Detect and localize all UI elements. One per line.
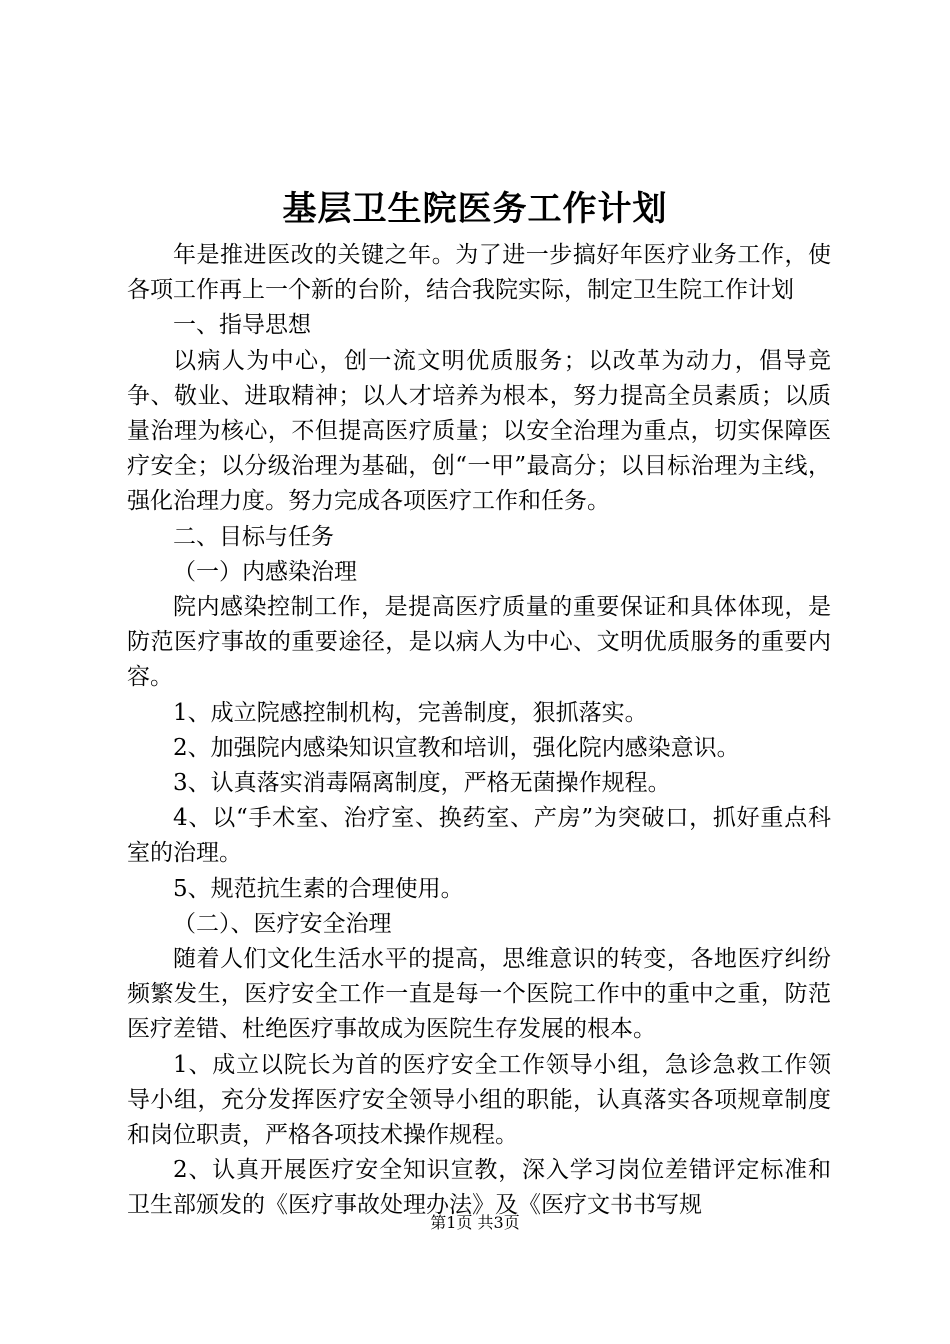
list-item: 1、成立以院长为首的医疗安全工作领导小组，急诊急救工作领导小组，充分发挥医疗安全领导小组的职能，认真落实各项规章制度和岗位职责，严格各项技术操作规程。	[127, 1051, 831, 1149]
page-footer: 第1页 共3页	[430, 1213, 520, 1232]
paragraph-medical-safety: 随着人们文化生活水平的提高，思维意识的转变，各地医疗纠纷频繁发生，医疗安全工作一直是每一个医院工作中的重中之重，防范医疗差错、杜绝医疗事故成为医院生存发展的根本。	[127, 946, 831, 1043]
list-item: 3、认真落实消毒隔离制度，严格无菌操作规程。	[173, 770, 671, 797]
document-title: 基层卫生院医务工作计划	[282, 189, 668, 229]
subheading-infection-control: （一）内感染治理	[173, 558, 357, 585]
list-item: 5、规范抗生素的合理使用。	[173, 875, 464, 902]
subheading-medical-safety: （二）、医疗安全治理	[173, 910, 392, 937]
paragraph-infection-control: 院内感染控制工作，是提高医疗质量的重要保证和具体体现，是防范医疗事故的重要途径，是以病人为中心、文明优质服务的重要内容。	[127, 594, 831, 691]
paragraph-guiding-thought: 以病人为中心，创一流文明优质服务；以改革为动力，倡导竞争、敬业、进取精神；以人才培养为根本，努力提高全员素质；以质量治理为核心，不但提高医疗质量；以安全治理为重点，切实保障医疗安全；以分级治理为基础，创“一甲”最高分；以目标治理为主线，强化治理力度。努力完成各项医疗工作和任务。	[127, 347, 831, 515]
list-item: 2、认真开展医疗安全知识宣教，深入学习岗位差错评定标准和卫生部颁发的《医疗事故处理办法》及《医疗文书书写规	[127, 1157, 831, 1219]
document-body	[127, 238, 831, 1224]
list-item: 4、以“手术室、治疗室、换药室、产房”为突破口，抓好重点科室的治理。	[127, 805, 831, 867]
list-item: 1、成立院感控制机构，完善制度，狠抓落实。	[173, 699, 648, 726]
list-item: 2、加强院内感染知识宣教和培训，强化院内感染意识。	[173, 734, 740, 761]
heading-goals-tasks: 二、目标与任务	[173, 523, 334, 550]
heading-guiding-thought: 一、指导思想	[173, 312, 311, 339]
paragraph-intro: 年是推进医改的关键之年。为了进一步搞好年医疗业务工作，使各项工作再上一个新的台阶，结合我院实际，制定卫生院工作计划	[127, 242, 831, 304]
